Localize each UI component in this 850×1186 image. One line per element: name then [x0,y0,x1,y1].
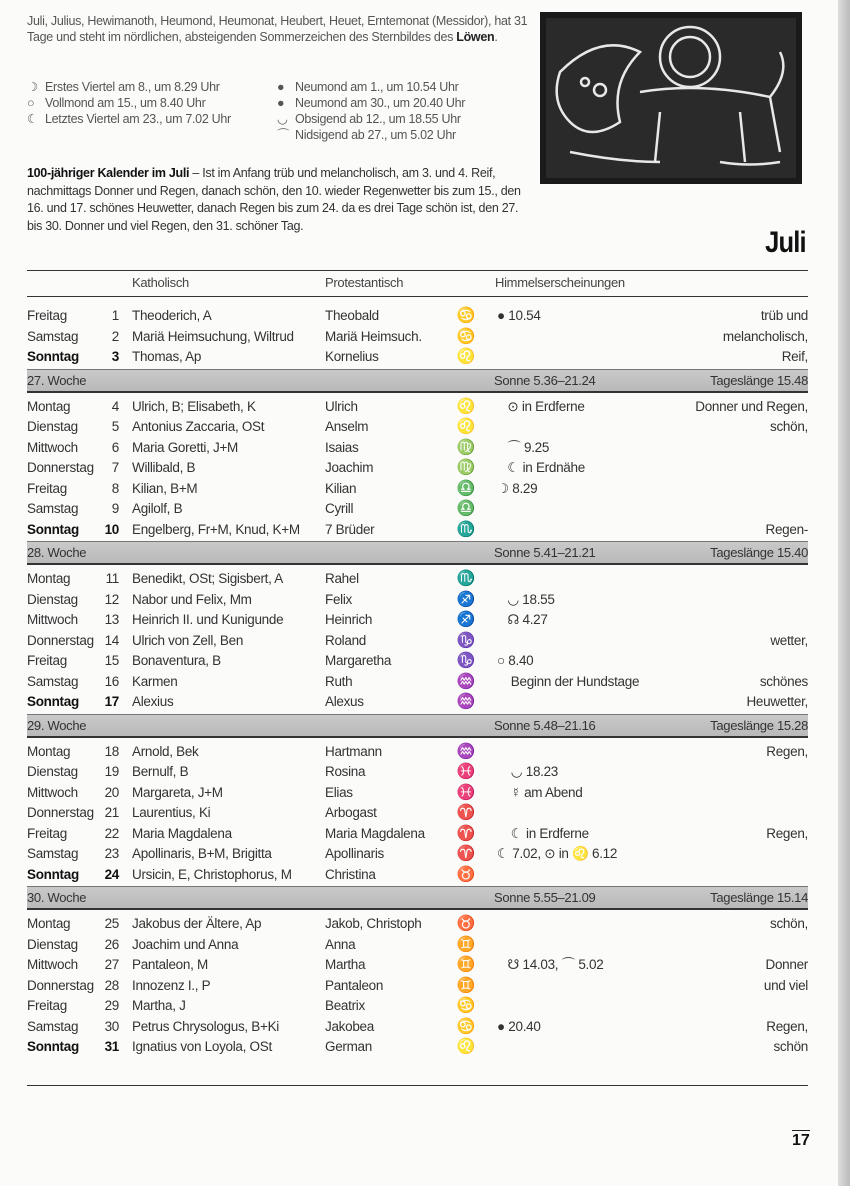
moon-phases-left [27,79,231,127]
table-row [27,397,808,418]
day-number: 14 [104,632,119,648]
day-length: Tageslänge 15.14 [710,890,808,905]
day-number: 22 [104,825,119,841]
catholic-saint: Pantaleon, M [132,957,208,972]
weekday: Dienstag [27,419,78,434]
moon-phase-icon: ● [277,96,285,110]
weather-note: Regen, [766,743,808,759]
catholic-saint: Benedikt, OSt; Sigisbert, A [132,571,283,586]
weather-note: und viel [763,977,808,993]
column-header-himmel: Himmelserscheinungen [495,275,625,290]
catholic-saint: Laurentius, Ki [132,805,211,820]
table-row [27,914,808,935]
weekday: Dienstag [27,764,78,779]
zodiac-icon: ♏ [456,520,476,538]
celestial-event: ○ 8.40 [497,653,534,668]
day-number: 16 [104,673,119,689]
weekday: Samstag [27,846,79,861]
day-number: 9 [111,501,119,516]
weekday: Mittwoch [27,612,78,627]
zodiac-icon: ♌ [456,348,476,365]
moon-phase-icon: ○ [27,96,35,110]
protestant-name: Kornelius [325,349,379,364]
table-row [27,631,808,652]
table-row [27,955,808,976]
day-number: 4 [111,398,119,414]
zodiac-icon: ♋ [456,307,476,324]
table-row [27,479,808,500]
day-number: 21 [104,805,119,820]
divider [27,270,808,271]
catholic-saint: Alexius [132,694,174,709]
zodiac-icon: ♈ [456,804,476,821]
week-label: 28. Woche [27,545,87,560]
day-number: 30 [104,1018,119,1034]
day-number: 1 [111,308,119,323]
weekday: Sonntag [27,1039,79,1054]
week-bar [27,369,808,393]
catholic-saint: Ulrich, B; Elisabeth, K [132,398,256,414]
day-number: 26 [104,936,119,952]
celestial-event: ☾ in Erdferne [497,825,589,841]
celestial-event: ☾ in Erdnähe [497,460,585,475]
weather-note: Donner [765,957,808,972]
zodiac-icon: ♓ [456,783,476,801]
sun-times: Sonne 5.41–21.21 [494,545,596,560]
protestant-name: Hartmann [325,743,382,759]
zodiac-icon: ♍ [456,438,476,456]
day-length: Tageslänge 15.48 [710,372,808,388]
weekday: Freitag [27,825,67,841]
celestial-event: ● 10.54 [497,308,541,323]
month-intro [27,14,532,45]
zodiac-icon: ♊ [456,976,476,994]
zodiac-icon: ♎ [456,500,476,517]
catholic-saint: Ulrich von Zell, Ben [132,632,244,648]
zodiac-icon: ♊ [456,956,476,973]
celestial-event: Beginn der Hundstage [497,673,640,689]
moon-phase-text: Obsigend ab 12., um 18.55 Uhr [295,112,461,126]
catholic-saint: Apollinaris, B+M, Brigitta [132,846,272,861]
weather-note: wetter, [770,632,808,648]
protestant-name: Rahel [325,571,359,586]
catholic-saint: Maria Goretti, J+M [132,439,239,455]
table-row [27,844,808,865]
table-row [27,438,808,459]
celestial-event: ☊ 4.27 [497,612,548,627]
day-number: 7 [111,460,119,475]
catholic-saint: Engelberg, Fr+M, Knud, K+M [132,521,300,537]
day-number: 8 [111,480,119,496]
catholic-saint: Antonius Zaccaria, OSt [132,419,265,434]
catholic-saint: Karmen [132,673,178,689]
zodiac-icon: ♋ [456,997,476,1014]
table-row [27,458,808,479]
moon-phase-text: Neumond am 30., um 20.40 Uhr [295,96,466,110]
zodiac-icon: ♒ [456,742,476,760]
weekday: Mittwoch [27,957,78,972]
day-number: 3 [111,349,119,364]
weekday: Montag [27,916,71,931]
weekday: Sonntag [27,349,79,364]
table-row [27,520,808,541]
catholic-saint: Mariä Heimsuchung, Wiltrud [132,328,294,344]
zodiac-icon: ♉ [456,865,476,883]
table-row [27,742,808,763]
day-number: 23 [104,846,119,861]
zodiac-icon: ♌ [456,397,476,415]
protestant-name: Arbogast [325,805,377,820]
table-row [27,590,808,611]
weekday: Mittwoch [27,439,78,455]
weekday: Dienstag [27,591,78,607]
day-number: 24 [104,866,119,882]
page-edge [838,0,850,1186]
table-row [27,1017,808,1038]
zodiac-icon: ♈ [456,845,476,862]
zodiac-icon: ♋ [456,1017,476,1035]
protestant-name: Cyrill [325,501,354,516]
moon-phase-text: Erstes Viertel am 8., um 8.29 Uhr [45,80,220,94]
day-length: Tageslänge 15.28 [710,717,808,733]
day-number: 13 [104,612,119,627]
day-number: 19 [104,764,119,779]
protestant-name: Mariä Heimsuch. [325,328,422,344]
catholic-saint: Thomas, Ap [132,349,202,364]
zodiac-icon: ♓ [456,763,476,780]
weather-note: Donner und Regen, [695,398,808,414]
protestant-name: Martha [325,957,366,972]
table-row [27,610,808,631]
weekday: Samstag [27,1018,79,1034]
protestant-name: Jakobea [325,1018,374,1034]
catholic-saint: Innozenz I., P [132,977,211,993]
sun-times: Sonne 5.48–21.16 [494,717,596,733]
week-bar [27,886,808,910]
weekday: Sonntag [27,866,79,882]
protestant-name: Ruth [325,673,353,689]
sun-times: Sonne 5.36–21.24 [494,372,596,388]
protestant-name: German [325,1039,372,1054]
catholic-saint: Ignatius von Loyola, OSt [132,1039,272,1054]
day-length: Tageslänge 15.40 [710,545,808,560]
week-label: 27. Woche [27,372,87,388]
table-row [27,672,808,693]
moon-phases-right [277,79,465,143]
zodiac-icon: ♍ [456,459,476,476]
calendar-table [27,306,808,1058]
weather-note: trüb und [760,308,808,323]
weather-note: schönes [759,673,808,689]
day-number: 5 [111,419,119,434]
intro-end: . [494,29,498,44]
protestant-name: Maria Magdalena [325,825,425,841]
table-row [27,347,808,368]
moon-phase-icon: ☾ [27,112,38,126]
protestant-name: Isaias [325,439,359,455]
weather-note: Regen, [766,1018,808,1034]
celestial-event: ☽ 8.29 [497,480,538,496]
protestant-name: Roland [325,632,366,648]
weather-note: Heuwetter, [746,694,808,709]
celestial-event: ● 20.40 [497,1018,541,1034]
weekday: Samstag [27,673,79,689]
moon-phase-text: Nidsigend ab 27., um 5.02 Uhr [295,128,456,142]
lore-title: 100-jähriger Kalender im Juli [27,166,190,180]
moon-phase-text: Neumond am 1., um 10.54 Uhr [295,80,459,94]
weather-note: Regen, [766,825,808,841]
catholic-saint: Heinrich II. und Kunigunde [132,612,284,627]
weather-note: schön, [770,419,808,434]
protestant-name: Christina [325,866,376,882]
week-label: 29. Woche [27,717,87,733]
protestant-name: Apollinaris [325,846,384,861]
weekday: Samstag [27,501,79,516]
protestant-name: Anna [325,936,356,952]
catholic-saint: Agilolf, B [132,501,183,516]
catholic-saint: Theoderich, A [132,308,212,323]
celestial-event: ⌒ 9.25 [497,439,550,455]
zodiac-icon: ♐ [456,590,476,608]
weekday: Mittwoch [27,784,78,800]
intro-text: Juli, Julius, Hewimanoth, Heumond, Heumonat, Heubert, Heuet, Erntemonat (Messidor), hat 31 Tage und steht im nördlichen, absteigenden Sommerzeichen des Sternbildes des [27,14,528,44]
day-number: 29 [104,998,119,1013]
celestial-event: ◡ 18.55 [497,591,555,607]
sun-times: Sonne 5.55–21.09 [494,890,596,905]
column-header-katholisch: Katholisch [132,275,189,290]
moon-phase-icon: ☽ [27,80,38,94]
weekday: Dienstag [27,936,78,952]
weather-note: melancholisch, [722,328,808,344]
table-row [27,417,808,438]
moon-phase-item [27,79,231,95]
moon-phase-item [277,95,465,111]
table-row [27,651,808,672]
weather-note: Regen- [765,521,808,537]
weekday: Montag [27,743,71,759]
weather-note: schön [773,1039,808,1054]
catholic-saint: Petrus Chrysologus, B+Ki [132,1018,279,1034]
weekday: Freitag [27,998,67,1013]
table-row [27,306,808,327]
celestial-event: ◡ 18.23 [497,764,559,779]
week-bar [27,714,808,738]
table-row [27,824,808,845]
day-number: 6 [111,439,119,455]
moon-phase-item [27,111,231,127]
table-row [27,976,808,997]
celestial-event: ☿ am Abend [497,784,583,800]
protestant-name: Jakob, Christoph [325,916,422,931]
celestial-event: ⊙ in Erdferne [497,398,585,414]
weekday: Donnerstag [27,977,94,993]
catholic-saint: Jakobus der Ältere, Ap [132,916,262,931]
zodiac-icon: ♑ [456,631,476,649]
catholic-saint: Martha, J [132,998,186,1013]
protestant-name: Ulrich [325,398,358,414]
protestant-name: Elias [325,784,353,800]
zodiac-icon: ♊ [456,935,476,953]
catholic-saint: Willibald, B [132,460,196,475]
day-number: 15 [104,653,119,668]
protestant-name: Alexus [325,694,364,709]
moon-phase-item [277,79,465,95]
hundred-year-calendar [27,165,532,235]
page-number: 17 [792,1132,810,1149]
day-number: 2 [111,328,119,344]
moon-phase-item [277,127,465,143]
weather-note: Reif, [781,349,808,364]
table-row [27,692,808,713]
table-row [27,865,808,886]
protestant-name: Pantaleon [325,977,384,993]
table-row [27,762,808,783]
table-row [27,499,808,520]
moon-phase-icon: ● [277,80,285,94]
weekday: Montag [27,571,71,586]
weekday: Donnerstag [27,805,94,820]
moon-phase-icon: ⌒ [277,128,290,142]
table-row [27,569,808,590]
table-row [27,996,808,1017]
day-number: 10 [104,521,119,537]
protestant-name: Heinrich [325,612,373,627]
catholic-saint: Bernulf, B [132,764,189,779]
weekday: Sonntag [27,694,79,709]
weekday: Freitag [27,480,67,496]
protestant-name: 7 Brüder [325,521,375,537]
zodiac-icon: ♌ [456,1038,476,1055]
protestant-name: Anselm [325,419,369,434]
zodiac-icon: ♈ [456,824,476,842]
catholic-saint: Ursicin, E, Christophorus, M [132,866,292,882]
catholic-saint: Nabor und Felix, Mm [132,591,252,607]
moon-phase-text: Vollmond am 15., um 8.40 Uhr [45,96,206,110]
table-row [27,327,808,348]
zodiac-icon: ♌ [456,418,476,435]
zodiac-icon: ♒ [456,672,476,690]
moon-phase-text: Letztes Viertel am 23., um 7.02 Uhr [45,112,231,126]
day-number: 27 [104,957,119,972]
protestant-name: Joachim [325,460,374,475]
celestial-event: ☾ 7.02, ⊙ in ♌ 6.12 [497,846,618,861]
protestant-name: Felix [325,591,353,607]
zodiac-icon: ♐ [456,611,476,628]
zodiac-icon: ♉ [456,915,476,932]
intro-bold: Löwen [456,29,495,44]
catholic-saint: Bonaventura, B [132,653,221,668]
weekday: Freitag [27,653,67,668]
protestant-name: Rosina [325,764,366,779]
weekday: Sonntag [27,521,79,537]
table-row [27,1037,808,1058]
day-number: 31 [104,1039,119,1054]
divider [27,1085,808,1086]
table-row [27,935,808,956]
catholic-saint: Margareta, J+M [132,784,223,800]
column-header-protestantisch: Protestantisch [325,275,404,290]
lion-illustration [540,12,802,184]
week-bar [27,541,808,565]
protestant-name: Beatrix [325,998,365,1013]
protestant-name: Kilian [325,480,357,496]
divider [27,296,808,297]
week-label: 30. Woche [27,890,87,905]
lore-text: – Ist im Anfang trüb und melancholisch, am 3. und 4. Reif, nachmittags Donner und Regen, danach schön, den 10. wieder Regenwetter bis zum 15., den 16. und 17. schönes Heuwetter, danach Regen bis zum 24. da es drei Tage schön ist, den 27. bis 30. Donner und viel Regen, den 31. schöner Tag. [27,166,521,233]
weekday: Montag [27,398,71,414]
celestial-event: ☋ 14.03, ⌒ 5.02 [497,957,604,972]
zodiac-icon: ♋ [456,327,476,345]
moon-phase-icon: ◡ [277,112,288,126]
weekday: Donnerstag [27,460,94,475]
protestant-name: Theobald [325,308,379,323]
weekday: Freitag [27,308,67,323]
zodiac-icon: ♑ [456,652,476,669]
protestant-name: Margaretha [325,653,392,668]
moon-phase-item [27,95,231,111]
day-number: 25 [104,916,119,931]
day-number: 17 [104,694,119,709]
catholic-saint: Maria Magdalena [132,825,232,841]
day-number: 28 [104,977,119,993]
catholic-saint: Joachim und Anna [132,936,239,952]
weekday: Samstag [27,328,79,344]
table-row [27,803,808,824]
table-row [27,783,808,804]
day-number: 20 [104,784,119,800]
day-number: 18 [104,743,119,759]
weekday: Donnerstag [27,632,94,648]
weather-note: schön, [770,916,808,931]
month-title: Juli [765,226,806,259]
zodiac-icon: ♒ [456,693,476,710]
day-number: 11 [105,571,119,586]
catholic-saint: Arnold, Bek [132,743,199,759]
moon-phase-item [277,111,465,127]
zodiac-icon: ♏ [456,570,476,587]
zodiac-icon: ♎ [456,479,476,497]
catholic-saint: Kilian, B+M [132,480,198,496]
day-number: 12 [104,591,119,607]
